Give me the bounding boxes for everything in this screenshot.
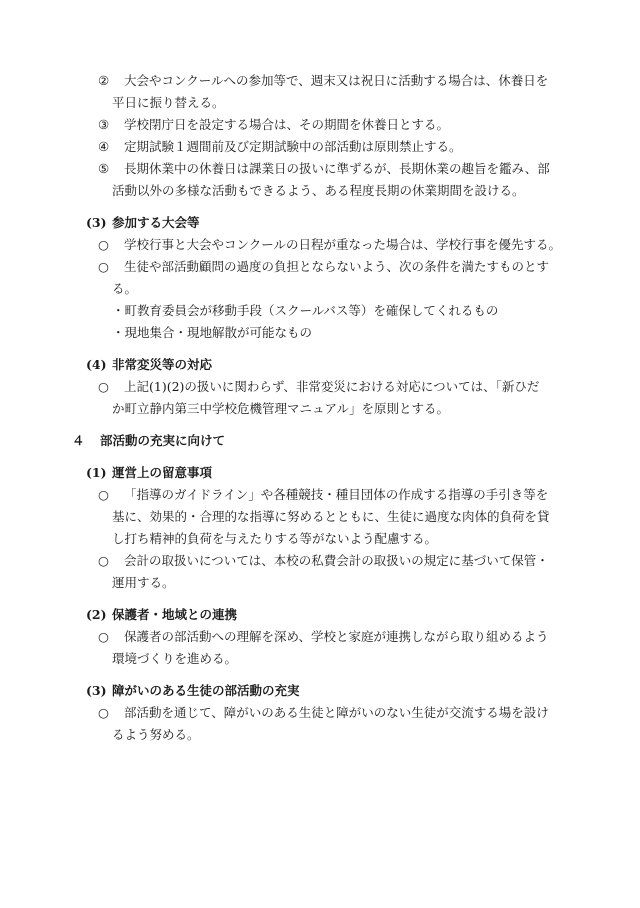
list-item-2 [98,70,548,92]
bullet-text-cont: る。 [112,281,138,296]
section-heading-3-4 [86,354,212,376]
circle-bullet-icon: ○ [98,487,109,502]
bullet-item [98,376,539,398]
bullet-text-cont: るよう努める。 [112,727,200,742]
circle-bullet-icon: ○ [98,379,109,394]
bullet-item [98,550,549,572]
bullet-text: 「指導のガイドライン」や各種競技・種目団体の作成する指導の手引き等を [124,487,549,502]
bullet-text: 会計の取扱いについては、本校の私費会計の取扱いの規定に基づいて保管・ [124,553,549,568]
bullet-text-cont: し打ち精神的負荷を与えたりする等がないよう配慮する。 [112,531,438,546]
list-text: 学校閉庁日を設定する場合は、その期間を休養日とする。 [124,117,450,132]
bullet-text: 学校行事と大会やコンクールの日程が重なった場合は、学校行事を優先する。 [124,237,562,252]
section-title: 参加する大会等 [112,215,200,230]
list-item-5 [98,158,550,180]
circle-bullet-icon: ○ [98,259,109,274]
bullet-text-cont: 運用する。 [112,575,175,590]
list-item-2-cont: 平日に振り替える。 [112,95,225,110]
list-text: 大会やコンクールへの参加等で、週末又は祝日に活動する場合は、休養日を [124,73,549,88]
list-marker: ④ [98,139,110,154]
list-marker: ② [98,73,110,88]
bullet-text: 保護者の部活動への理解を深め、学校と家庭が連携しながら取り組めるよう [124,629,549,644]
condition-item: ・現地集合・現地解散が可能なもの [112,325,313,340]
section-marker: (4) [86,357,107,372]
bullet-text-cont: か町立静内第三中学校危機管理マニュアル」を原則とする。 [112,401,450,416]
list-text: 長期休業中の休養日は課業日の扱いに準ずるが、長期休業の趣旨を鑑み、部 [124,161,550,176]
bullet-item [98,626,549,648]
list-item-3 [98,114,449,136]
subsection-heading-4-1 [86,462,212,484]
bullet-text: 上記(1)(2)の扱いに関わらず、非常変災における対応については、「新ひだ [124,379,540,394]
bullet-text-cont: 基に、効果的・合理的な指導に努めるとともに、生徒に過度な肉体的負荷を貸 [112,509,550,524]
subsection-heading-4-3 [86,680,300,702]
section-title: 非常変災等の対応 [112,357,213,372]
section-title: 障がいのある生徒の部活動の充実 [112,683,300,698]
subsection-heading-4-2 [86,604,237,626]
bullet-item [98,234,561,256]
list-marker: ⑤ [98,161,110,176]
circle-bullet-icon: ○ [98,553,109,568]
bullet-text-cont: 環境づくりを進める。 [112,651,238,666]
section-title: 部活動の充実に向けて [100,433,226,448]
section-title: 保護者・地域との連携 [112,607,238,622]
bullet-item [98,256,549,278]
circle-bullet-icon: ○ [98,629,109,644]
list-item-4 [98,136,462,158]
bullet-text: 生徒や部活動顧問の過度の負担とならないよう、次の条件を満たすものとす [124,259,550,274]
list-marker: ③ [98,117,110,132]
section-title: 運営上の留意事項 [112,465,213,480]
section-marker: (3) [86,215,107,230]
section-heading-4 [72,430,225,452]
list-text: 定期試験１週間前及び定期試験中の部活動は原則禁止する。 [124,139,462,154]
list-item-5-cont: 活動以外の多様な活動もできるよう、ある程度長期の休業期間を設ける。 [112,183,525,198]
section-marker: (1) [86,465,107,480]
circle-bullet-icon: ○ [98,705,109,720]
bullet-text: 部活動を通じて、障がいのある生徒と障がいのない生徒が交流する場を設け [124,705,549,720]
bullet-item [98,702,549,724]
circle-bullet-icon: ○ [98,237,109,252]
condition-item: ・町教育委員会が移動手段（スクールバス等）を確保してくれるもの [112,303,499,318]
section-marker: (2) [86,607,107,622]
section-marker: (3) [86,683,107,698]
section-heading-3-3 [86,212,200,234]
section-marker: ４ [72,433,85,448]
bullet-item [98,484,548,506]
